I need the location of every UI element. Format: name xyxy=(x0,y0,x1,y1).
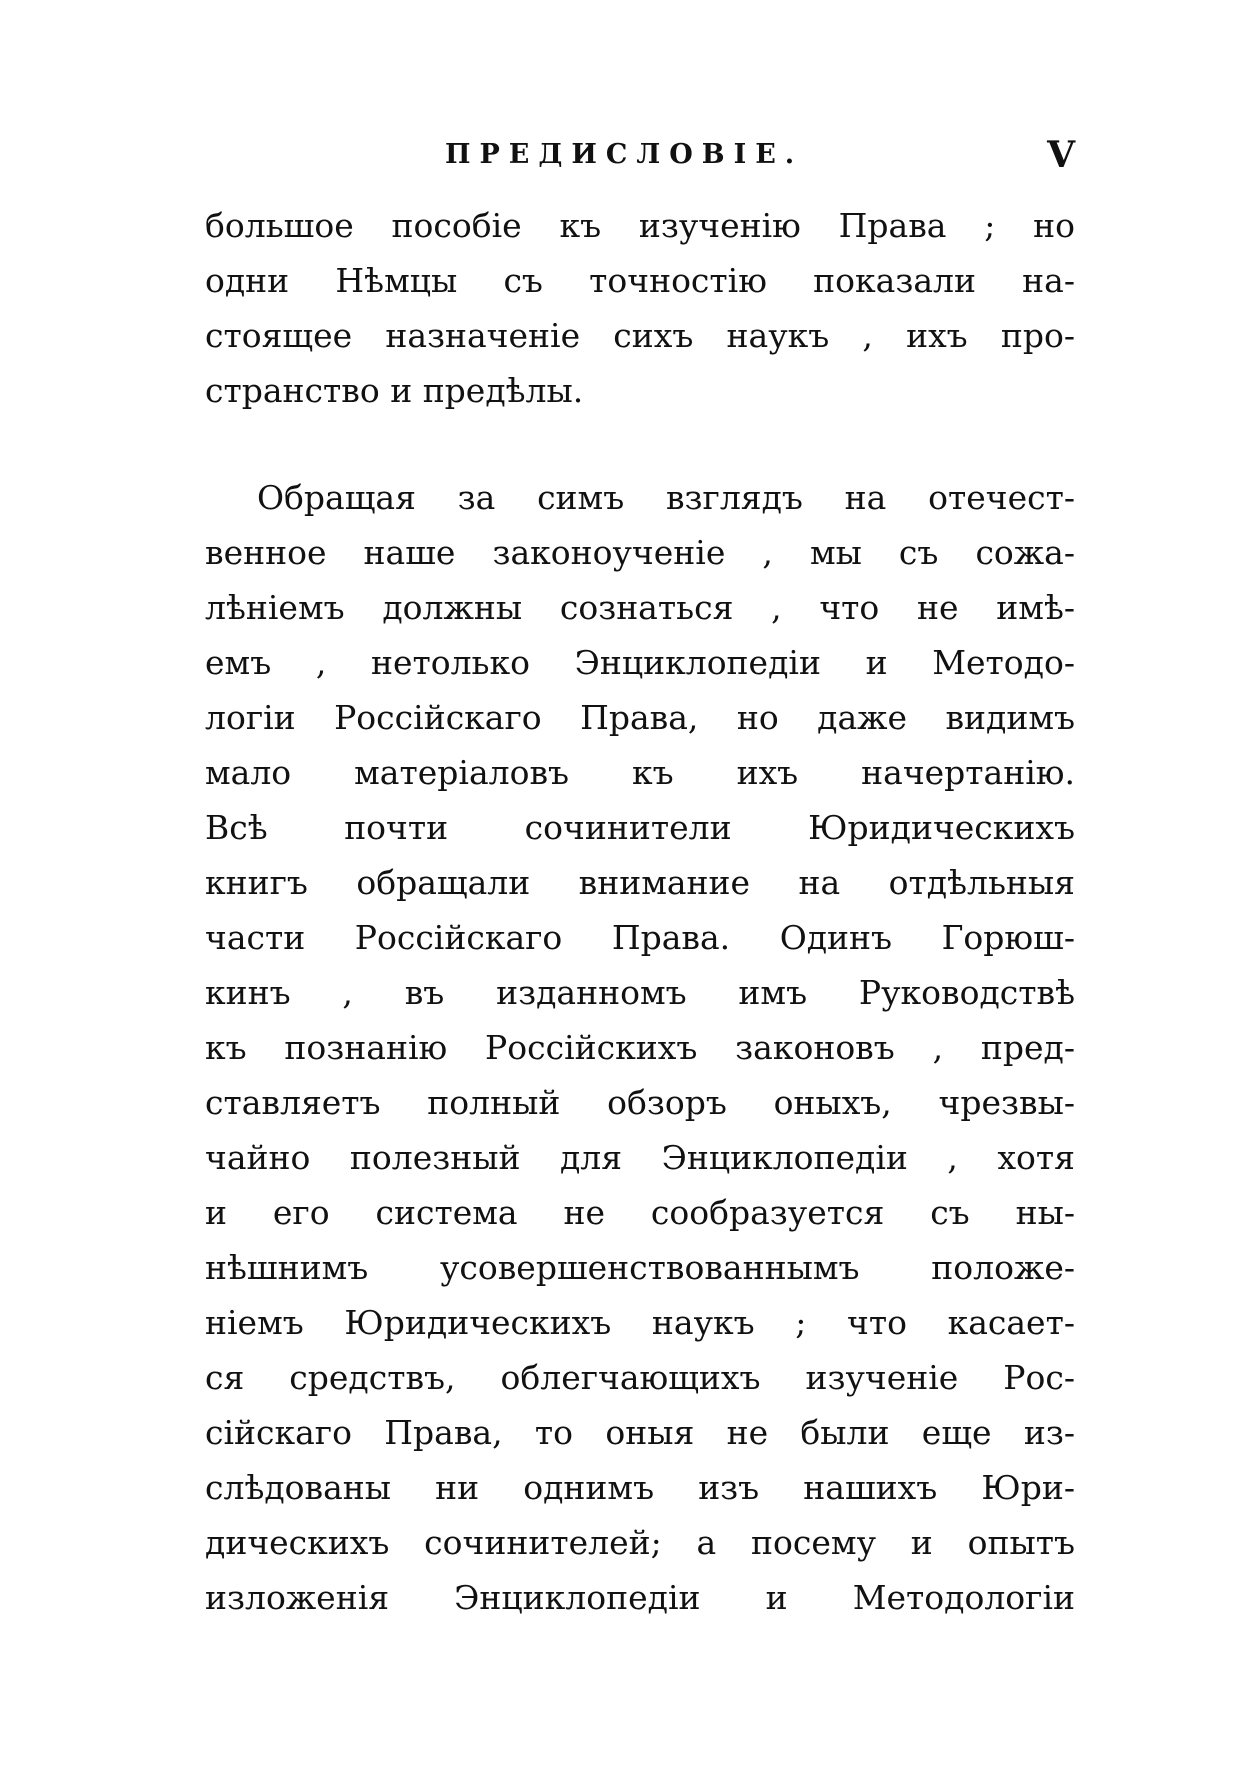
paragraph-main xyxy=(205,470,1075,1625)
text-line: стоящее назначенiе сихъ наукъ , ихъ про- xyxy=(205,316,1075,355)
text-line: странство и предѣлы. xyxy=(205,371,584,410)
text-line: нѣшнимъ усовершенствованнымъ положе- xyxy=(205,1248,1075,1287)
text-line: слѣдованы ни однимъ изъ нашихъ Юри- xyxy=(205,1468,1075,1507)
running-head xyxy=(205,130,1075,180)
text-line: и его система не сообразуется съ ны- xyxy=(205,1193,1075,1232)
text-line: Обращая за симъ взглядъ на отечест- xyxy=(257,478,1075,517)
text-line: одни Нѣмцы съ точностiю показали на- xyxy=(205,261,1075,300)
page-number: V xyxy=(1047,134,1075,176)
text-line: мало матерiаловъ къ ихъ начертанiю. xyxy=(205,753,1075,792)
running-head-title: ПРЕДИСЛОВIЕ. xyxy=(445,139,804,170)
text-line: нiемъ Юридическихъ наукъ ; что касает- xyxy=(205,1303,1075,1342)
text-line: кинъ , въ изданномъ имъ Руководствѣ xyxy=(205,973,1075,1012)
text-line: дическихъ сочинителей; а посему и опытъ xyxy=(205,1523,1075,1562)
text-line: венное наше законоученiе , мы съ сожа- xyxy=(205,533,1075,572)
text-line: большое пособiе къ изученiю Права ; но xyxy=(205,206,1075,245)
text-line: логiи Россiйскаго Права, но даже видимъ xyxy=(205,698,1075,737)
text-line: ся средствъ, облегчающихъ изученiе Рос- xyxy=(205,1358,1075,1397)
text-line: части Россiйскаго Права. Одинъ Горюш- xyxy=(205,918,1075,957)
text-line: сiйскаго Права, то оныя не были еще из- xyxy=(205,1413,1075,1452)
text-line: лѣнiемъ должны сознаться , что не имѣ- xyxy=(205,588,1075,627)
text-line: ставляетъ полный обзоръ оныхъ, чрезвы- xyxy=(205,1083,1075,1122)
text-line: чайно полезный для Энциклопедiи , хотя xyxy=(205,1138,1075,1177)
text-line: къ познанiю Россiйскихъ законовъ , пред- xyxy=(205,1028,1075,1067)
text-line: емъ , нетолько Энциклопедiи и Методо- xyxy=(205,643,1075,682)
text-line: изложенiя Энциклопедiи и Методологiи xyxy=(205,1578,1075,1617)
text-line: Всѣ почти сочинители Юридическихъ xyxy=(205,808,1075,847)
paragraph-continuation xyxy=(205,198,1075,418)
text-line: книгъ обращали внимание на отдѣльныя xyxy=(205,863,1075,902)
